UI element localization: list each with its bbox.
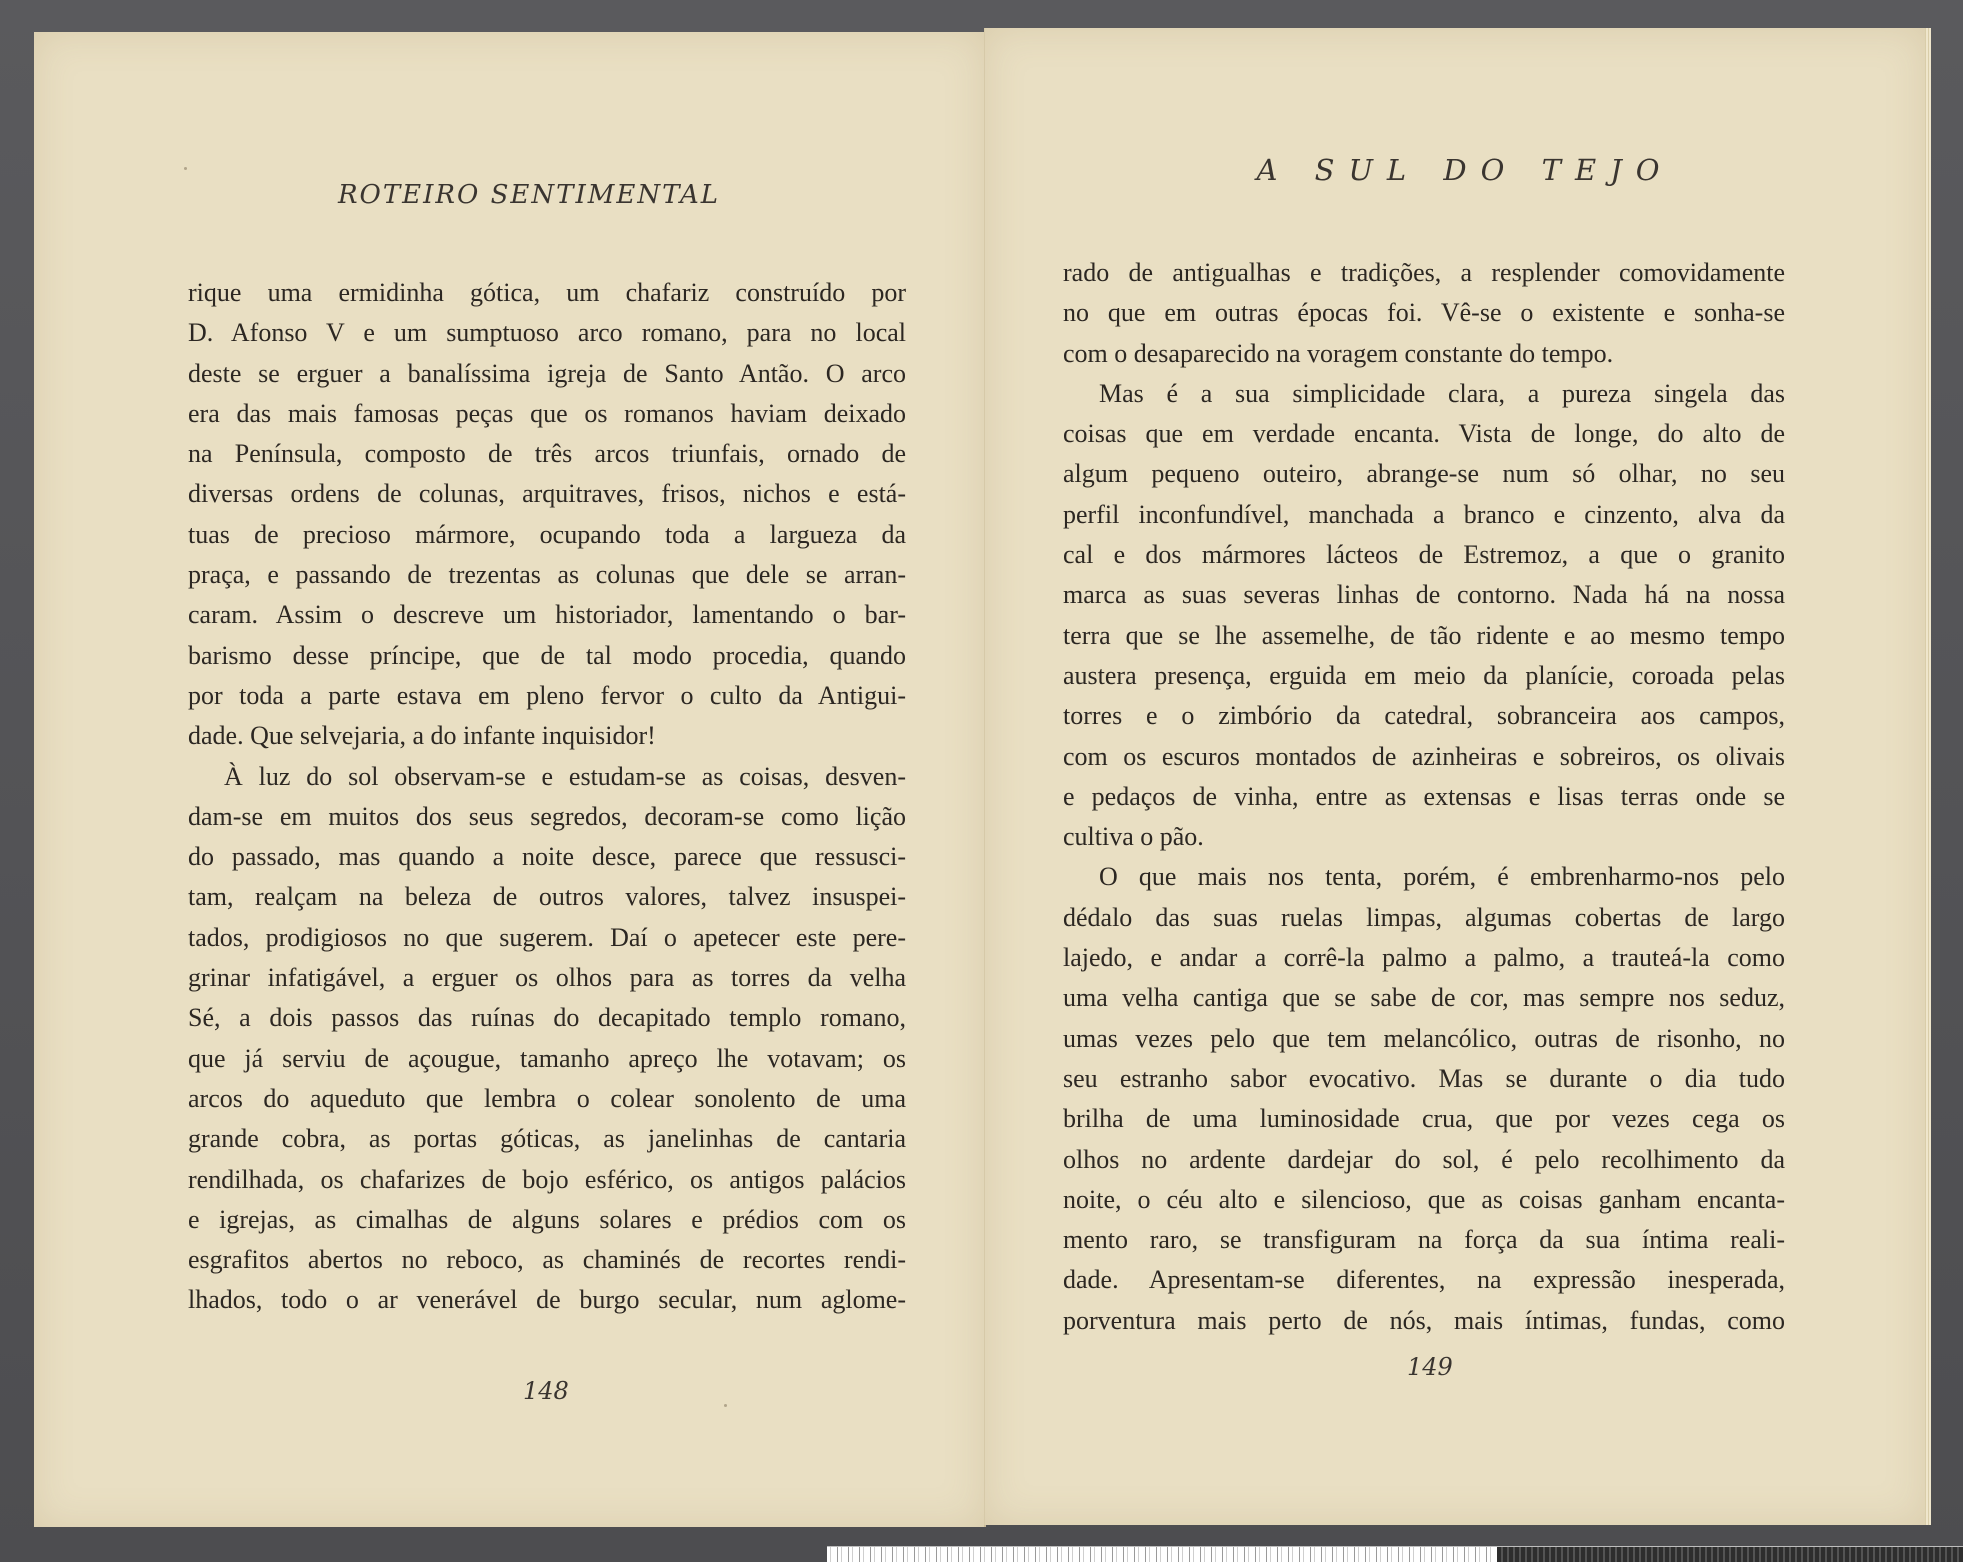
text-line: porventura mais perto de nós, mais íntimas, fundas, como [1063,1305,1785,1335]
color-scale-dark-section [1497,1547,1963,1562]
text-line: olhos no ardente dardejar do sol, é pelo recolhimento da [1063,1144,1785,1174]
text-line: tam, realçam na beleza de outros valores, talvez insuspei- [188,882,906,912]
running-head-right: A SUL DO TEJO [1256,153,1674,187]
right-page-body [1063,253,1785,1341]
left-page-body [188,273,906,1321]
text-line: era das mais famosas peças que os romanos haviam deixado [188,398,906,428]
left-page [34,32,986,1527]
text-line: uma velha cantiga que se sabe de cor, mas sempre nos seduz, [1063,983,1785,1013]
text-line: dédalo das suas ruelas limpas, algumas cobertas de largo [1063,902,1785,932]
text-line: Mas é a sua simplicidade clara, a pureza singela das [1099,378,1785,408]
text-line: dam-se em muitos dos seus segredos, decoram-se como lição [188,801,906,831]
text-line: dade. Que selvejaria, a do infante inquisidor! [188,721,656,751]
text-line: grinar infatigável, a erguer os olhos para as torres da velha [188,963,906,993]
color-scale-bar [827,1546,1963,1562]
text-line: algum pequeno outeiro, abrange-se num só olhar, no seu [1063,459,1785,489]
text-line: e pedaços de vinha, entre as extensas e lisas terras onde se [1063,781,1785,811]
text-line: brilha de uma luminosidade crua, que por vezes cega os [1063,1104,1785,1134]
text-line: caram. Assim o descreve um historiador, lamentando o bar- [188,600,906,630]
text-line: coisas que em verdade encanta. Vista de longe, do alto de [1063,419,1785,449]
paper-speck [724,1404,727,1407]
text-line: deste se erguer a banalíssima igreja de Santo Antão. O arco [188,358,906,388]
page-number-right: 149 [1407,1353,1453,1381]
text-line: lajedo, e andar a corrê-la palmo a palmo, a trauteá-la como [1063,943,1785,973]
text-line: Sé, a dois passos das ruínas do decapitado templo romano, [188,1003,906,1033]
text-line: perfil inconfundível, manchada a branco e cinzento, alva da [1063,499,1785,529]
text-line: por toda a parte estava em pleno fervor o culto da Antigui- [188,680,906,710]
text-line: com o desaparecido na voragem constante do tempo. [1063,338,1614,368]
text-line: rique uma ermidinha gótica, um chafariz construído por [188,278,906,307]
text-line: umas vezes pelo que tem melancólico, outras de risonho, no [1063,1023,1785,1053]
text-line: cal e dos mármores lácteos de Estremoz, a que o granito [1063,540,1785,570]
text-line: dade. Apresentam-se diferentes, na expressão inesperada, [1063,1265,1785,1295]
text-line: que já serviu de açougue, tamanho apreço lhe votavam; os [188,1043,906,1073]
text-line: esgrafitos abertos no reboco, as chaminés de recortes rendi- [188,1245,906,1275]
text-line: com os escuros montados de azinheiras e sobreiros, os olivais [1063,741,1785,771]
text-line: torres e o zimbório da catedral, sobranceira aos campos, [1063,701,1785,731]
right-page [984,28,1925,1525]
text-line: rado de antigualhas e tradições, a resplender comovidamente [1063,258,1785,287]
text-line: marca as suas severas linhas de contorno. Nada há na nossa [1063,580,1785,610]
text-line: austera presença, erguida em meio da planície, coroada pelas [1063,660,1785,690]
text-line: À luz do sol observam-se e estudam-se as coisas, desven- [224,761,906,791]
page-edge [1925,28,1931,1525]
text-line: praça, e passando de trezentas as colunas que dele se arran- [188,560,906,590]
text-line: D. Afonso V e um sumptuoso arco romano, para no local [188,318,906,348]
text-line: no que em outras épocas foi. Vê-se o existente e sonha-se [1063,298,1785,328]
text-line: cultiva o pão. [1063,822,1204,852]
text-line: O que mais nos tenta, porém, é embrenharmo-nos pelo [1099,862,1785,892]
paper-speck [184,167,187,170]
text-line: rendilhada, os chafarizes de bojo esférico, os antigos palácios [188,1164,906,1194]
text-line: mento raro, se transfiguram na força da sua íntima reali- [1063,1225,1785,1255]
running-head-left: ROTEIRO SENTIMENTAL [337,180,721,210]
text-line: arcos do aqueduto que lembra o colear sonolento de uma [188,1083,906,1113]
text-line: terra que se lhe assemelhe, de tão ridente e ao mesmo tempo [1063,620,1785,650]
text-line: tuas de precioso mármore, ocupando toda a largueza da [188,519,906,549]
page-number-left: 148 [523,1377,569,1405]
text-line: grande cobra, as portas góticas, as janelinhas de cantaria [188,1124,906,1154]
text-line: noite, o céu alto e silencioso, que as coisas ganham encanta- [1063,1184,1785,1214]
text-line: seu estranho sabor evocativo. Mas se durante o dia tudo [1063,1063,1785,1093]
text-line: lhados, todo o ar venerável de burgo secular, num aglome- [188,1285,906,1315]
text-line: e igrejas, as cimalhas de alguns solares e prédios com os [188,1204,906,1234]
text-line: barismo desse príncipe, que de tal modo procedia, quando [188,640,906,670]
text-line: na Península, composto de três arcos triunfais, ornado de [188,439,906,469]
text-line: diversas ordens de colunas, arquitraves, frisos, nichos e está- [188,479,906,509]
text-line: tados, prodigiosos no que sugerem. Daí o apetecer este pere- [188,922,906,952]
text-line: do passado, mas quando a noite desce, parece que ressusci- [188,842,906,872]
